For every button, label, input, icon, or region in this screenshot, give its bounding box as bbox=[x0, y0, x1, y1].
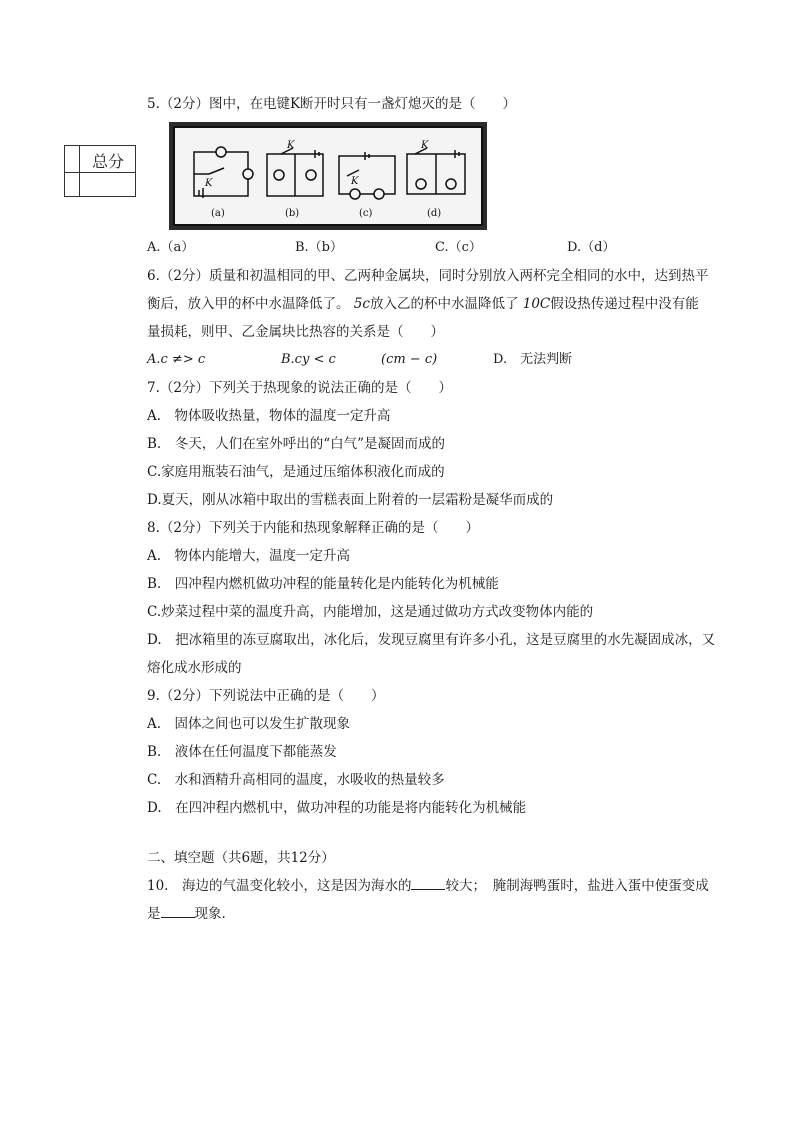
circuit-figure bbox=[169, 122, 487, 230]
q5-stem: 5.（2分）图中，在电键K断开时只有一盏灯熄灭的是（ ） bbox=[147, 96, 517, 112]
q10-blank-2[interactable] bbox=[161, 903, 195, 918]
q7-option-a[interactable]: A. 物体吸收热量，物体的温度一定升高 bbox=[147, 408, 391, 424]
q6-stem-line1: 6.（2分）质量和初温相同的甲、乙两种金属块，同时分别放入两杯完全相同的水中，达到热平 bbox=[147, 268, 709, 284]
q8-option-b[interactable]: B. 四冲程内燃机做功冲程的能量转化是内能转化为机械能 bbox=[147, 576, 499, 592]
figure-label-b: (b) bbox=[285, 208, 300, 219]
q6-stem-line3: 量损耗，则甲、乙金属块比热容的关系是（ ） bbox=[147, 324, 444, 340]
figure-label-d: (d) bbox=[427, 208, 442, 219]
q7-option-c[interactable]: C.家庭用瓶装石油气，是通过压缩体积液化而成的 bbox=[147, 464, 445, 480]
q7-option-b[interactable]: B. 冬天，人们在室外呼出的“白气”是凝固而成的 bbox=[147, 436, 446, 452]
q6-option-b[interactable]: B.cy < c bbox=[281, 352, 336, 367]
switch-label-b: K bbox=[287, 140, 295, 151]
q9-option-b[interactable]: B. 液体在任何温度下都能蒸发 bbox=[147, 744, 337, 760]
q10-text-4: 现象. bbox=[194, 906, 226, 922]
q6-math-10c: 10C bbox=[522, 296, 551, 312]
q10-line2 bbox=[147, 900, 747, 928]
q10-blank-1[interactable] bbox=[411, 875, 445, 890]
q8-option-d[interactable]: D. 把冰箱里的冻豆腐取出，冰化后，发现豆腐里有许多小孔，这是豆腐里的水先凝固成冰，又 bbox=[147, 632, 716, 648]
q5-option-d[interactable]: D.（d） bbox=[567, 240, 616, 255]
q7-option-d[interactable]: D.夏天，刚从冰箱中取出的雪糕表面上附着的一层霜粉是凝华而成的 bbox=[147, 492, 554, 508]
q8-option-a[interactable]: A. 物体内能增大，温度一定升高 bbox=[147, 548, 351, 564]
q9-option-a[interactable]: A. 固体之间也可以发生扩散现象 bbox=[147, 716, 351, 732]
q6-option-a[interactable]: A.c ≠> c bbox=[147, 352, 206, 367]
q6-text-e: 假设热传递过程中没有能 bbox=[550, 296, 699, 312]
q5-option-b[interactable]: B.（b） bbox=[295, 240, 344, 255]
q5-option-c[interactable]: C.（c） bbox=[435, 240, 482, 255]
q5-options bbox=[147, 234, 747, 262]
switch-label-c: K bbox=[351, 176, 359, 187]
q6-option-c[interactable]: (cm − c) bbox=[381, 352, 438, 367]
q6-text-c: 放入乙的杯中水温降低了 bbox=[369, 296, 519, 312]
q8-stem: 8.（2分）下列关于内能和热现象解释正确的是（ ） bbox=[147, 520, 479, 536]
q8-option-d-cont: 熔化成水形成的 bbox=[147, 660, 242, 676]
score-label: 总分 bbox=[91, 152, 124, 171]
switch-label-a: K bbox=[205, 178, 213, 189]
figure-label-a: (a) bbox=[211, 208, 225, 219]
q6-stem-line2 bbox=[147, 290, 747, 318]
q6-options bbox=[147, 346, 747, 374]
q8-option-c[interactable]: C.炒菜过程中菜的温度升高，内能增加，这是通过做功方式改变物体内能的 bbox=[147, 604, 594, 620]
q10-text-2: 较大； 腌制海鸭蛋时，盐进入蛋中使蛋变成 bbox=[445, 878, 709, 894]
q9-option-d[interactable]: D. 在四冲程内燃机中，做功冲程的功能是将内能转化为机械能 bbox=[147, 800, 527, 816]
q6-text-a: 衡后，放入甲的杯中水温降低了。 bbox=[147, 296, 350, 312]
q6-option-d[interactable]: D. 无法判断 bbox=[493, 352, 573, 367]
q10-text-3: 是 bbox=[147, 906, 161, 922]
figure-label-c: (c) bbox=[359, 208, 373, 219]
q9-option-c[interactable]: C. 水和酒精升高相同的温度，水吸收的热量较多 bbox=[147, 772, 445, 788]
circuit-diagrams bbox=[169, 122, 487, 230]
section-title: 二、填空题（共6题，共12分） bbox=[147, 850, 335, 866]
q7-stem: 7.（2分）下列关于热现象的说法正确的是（ ） bbox=[147, 380, 452, 396]
q10-text-1: 10. 海边的气温变化较小，这是因为海水的 bbox=[147, 878, 412, 894]
switch-label-d: K bbox=[421, 140, 429, 151]
q6-math-5c: 5c bbox=[353, 296, 370, 312]
q9-stem: 9.（2分）下列说法中正确的是（ ） bbox=[147, 688, 385, 704]
score-box bbox=[64, 145, 136, 197]
q10-line1 bbox=[147, 872, 747, 900]
question-content bbox=[147, 90, 747, 928]
q5-option-a[interactable]: A.（a） bbox=[147, 240, 195, 255]
